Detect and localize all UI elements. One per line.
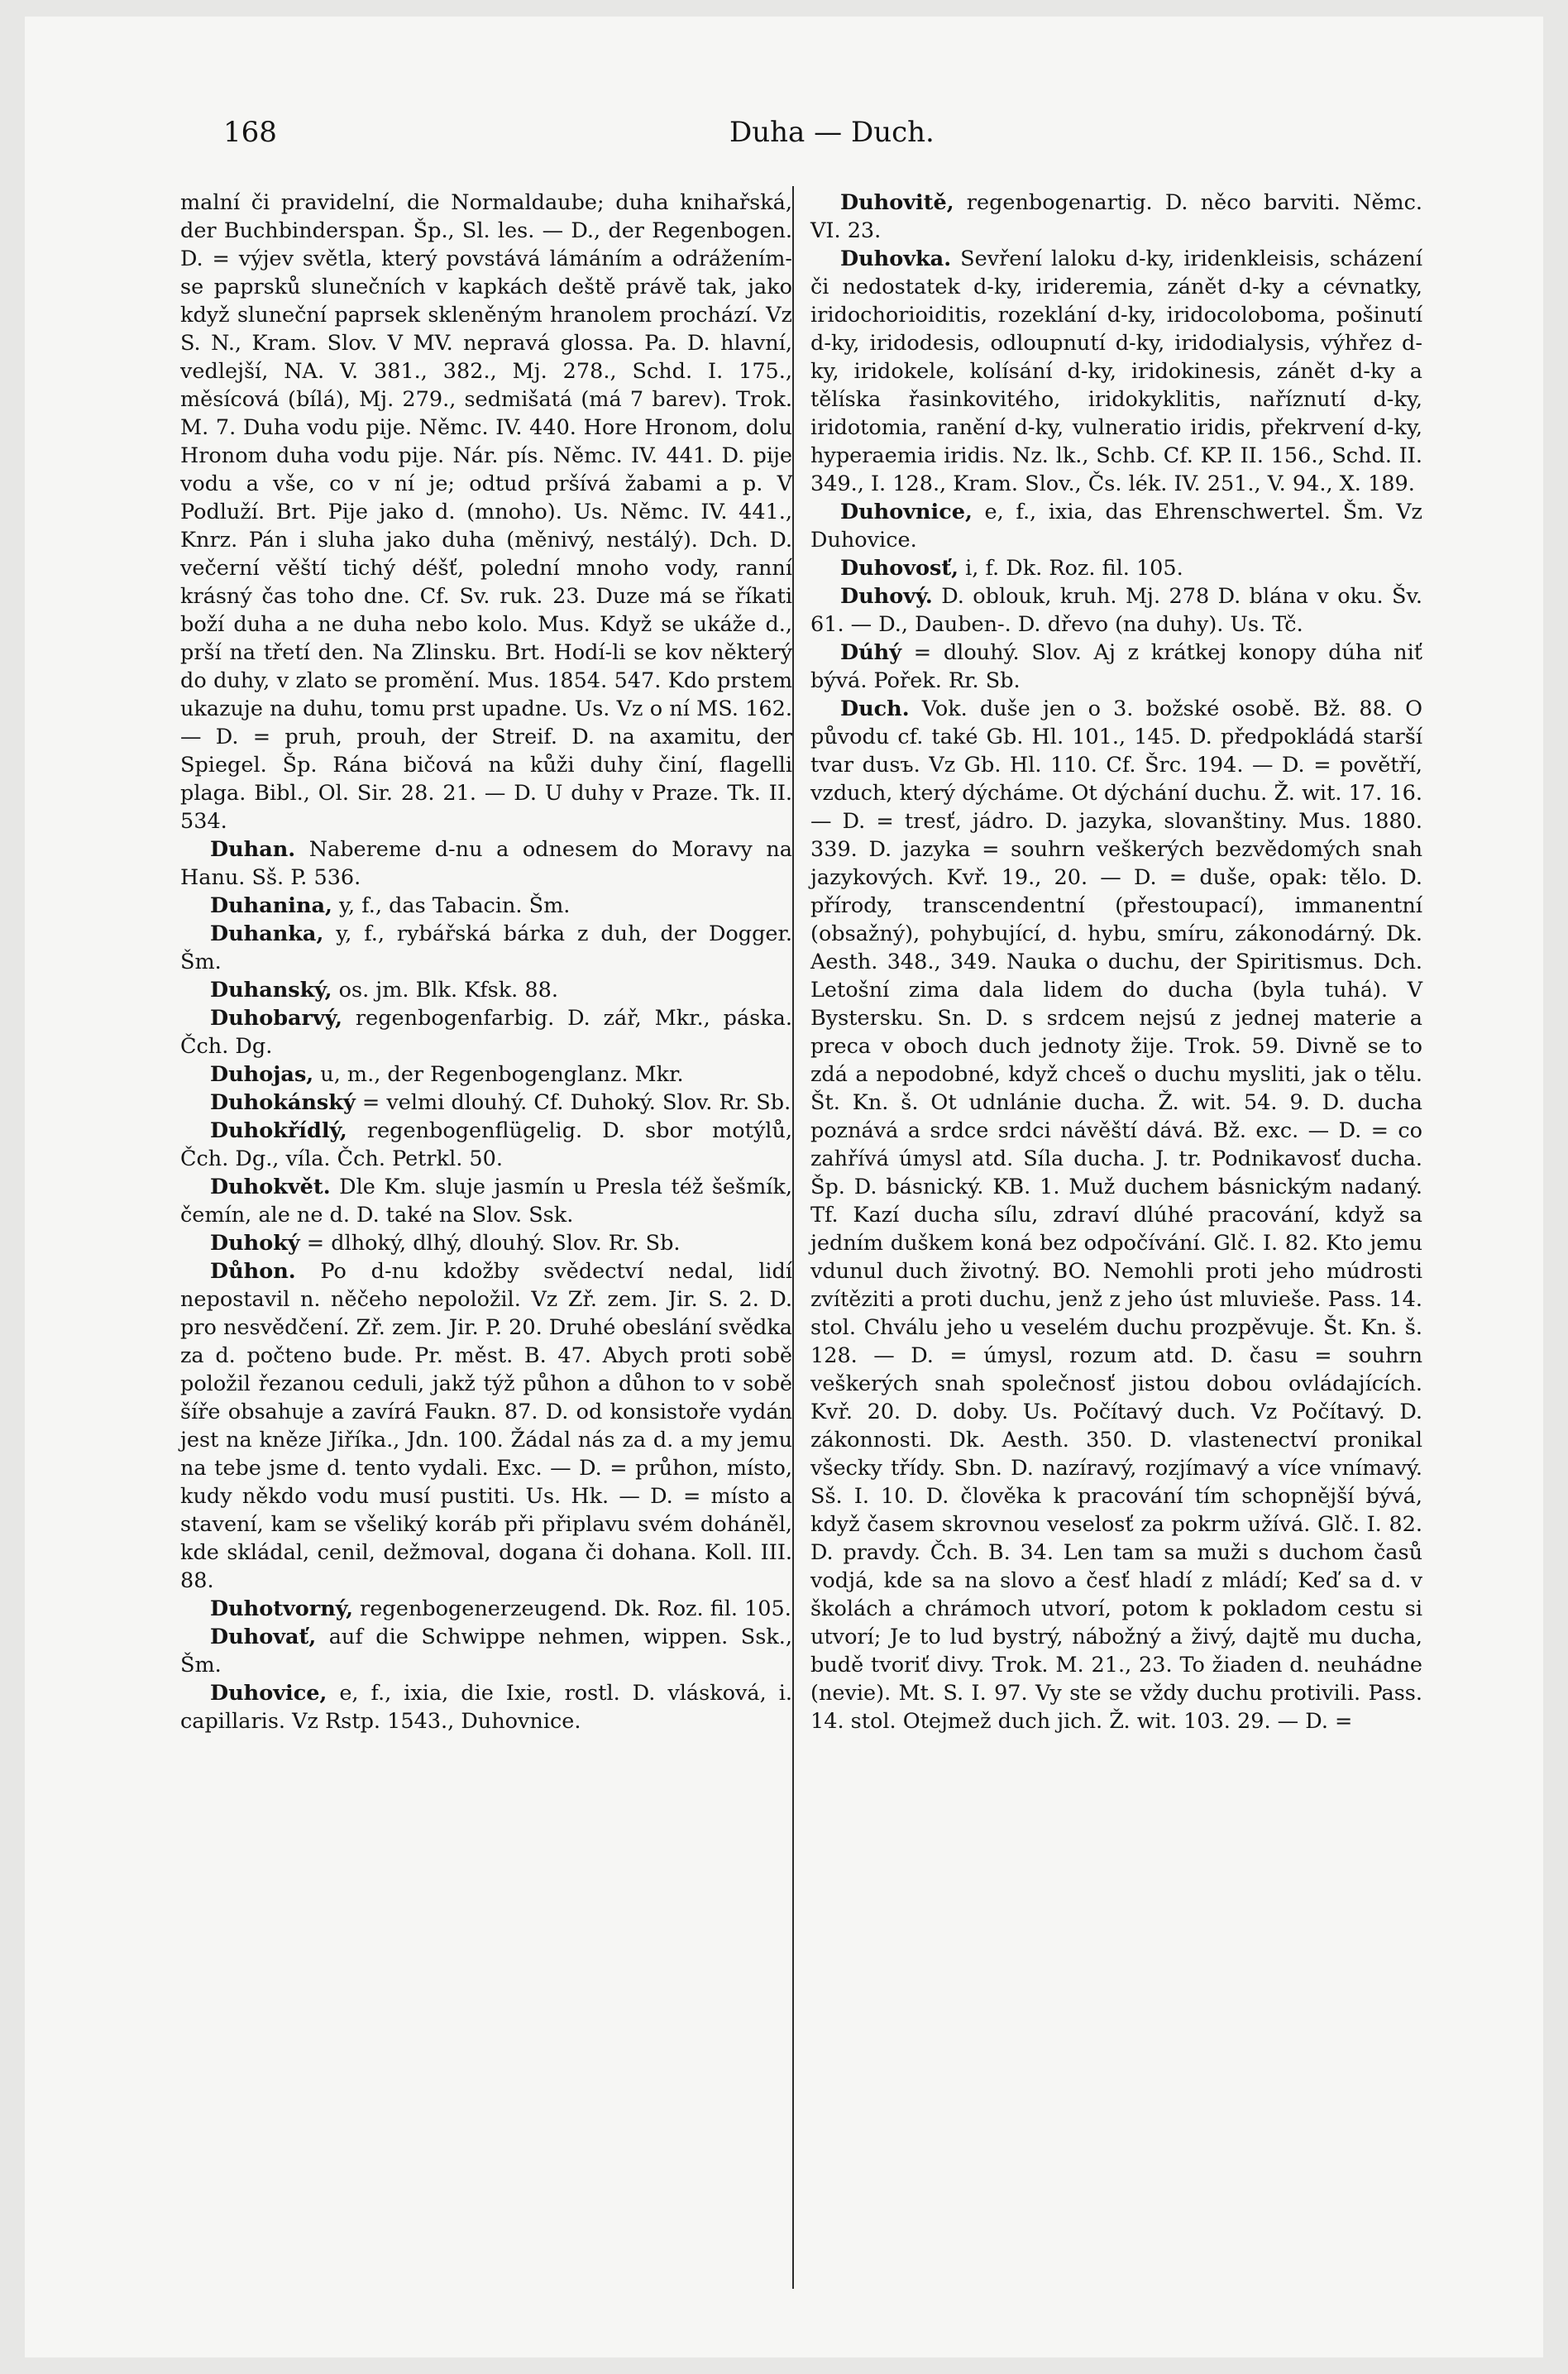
- entry-text: y, f., das Tabacin. Šm.: [332, 893, 571, 918]
- entry-headword: Duhovnice,: [840, 500, 973, 524]
- dictionary-entry: [180, 1623, 792, 1679]
- entry-headword: Duhan.: [210, 837, 296, 862]
- entry-text: D. oblouk, kruh. Mj. 278 D. blána v oku. Šv. 61. — D., Dauben-. D. dřevo (na duhy). Us. Tč.: [810, 584, 1422, 637]
- page-header: [208, 116, 1399, 157]
- entry-text: regenbogenfarbig. D. zář, Mkr., páska. Čch. Dg.: [180, 1006, 792, 1059]
- dictionary-entry: [180, 1173, 792, 1229]
- running-head: Duha — Duch.: [729, 116, 935, 149]
- dictionary-entry: [180, 920, 792, 976]
- entry-headword: Duhotvorný,: [210, 1596, 354, 1621]
- entry-headword: Duhovka.: [840, 246, 952, 271]
- dictionary-entry: [180, 1229, 792, 1257]
- entry-text: e, f., ixia, das Ehrenschwertel. Šm. Vz Duhovice.: [810, 500, 1422, 553]
- column-divider: [792, 186, 794, 2289]
- entry-headword: Duhovitě,: [840, 190, 954, 215]
- entry-headword: Duhokánský: [210, 1090, 356, 1115]
- entry-text: Dle Km. sluje jasmín u Presla též šešmík, čemín, ale ne d. D. také na Slov. Ssk.: [180, 1175, 792, 1228]
- entry-headword: Duhovosť,: [840, 556, 959, 581]
- dictionary-entry: [180, 1004, 792, 1060]
- dictionary-entry: [180, 1257, 792, 1595]
- entry-text: os. jm. Blk. Kfsk. 88.: [332, 978, 558, 1003]
- dictionary-entry: [810, 554, 1422, 582]
- entry-text: Nabereme d-nu a odnesem do Moravy na Hanu. Sš. P. 536.: [180, 837, 792, 890]
- entry-text: e, f., ixia, die Ixie, rostl. D. vlásková, i. capillaris. Vz Rstp. 1543., Duhovnice.: [180, 1681, 792, 1734]
- entry-text: u, m., der Regenbogenglanz. Mkr.: [313, 1062, 684, 1087]
- dictionary-entry: [810, 582, 1422, 639]
- entry-headword: Duhovať,: [210, 1625, 317, 1649]
- entry-headword: Dúhý: [840, 640, 902, 665]
- page-number: 168: [223, 116, 277, 149]
- entry-headword: Duch.: [840, 696, 910, 721]
- dictionary-entry: [180, 835, 792, 892]
- dictionary-entry: [180, 892, 792, 920]
- entry-text: y, f., rybářská bárka z duh, der Dogger. Šm.: [180, 921, 792, 974]
- dictionary-entry: [810, 639, 1422, 695]
- entry-text: = dlhoký, dlhý, dlouhý. Slov. Rr. Sb.: [299, 1231, 681, 1256]
- dictionary-entry: [180, 1595, 792, 1623]
- dictionary-entry: [810, 245, 1422, 498]
- dictionary-entry: [810, 498, 1422, 554]
- entry-text: malní či pravidelní, die Normaldaube; duha knihařská, der Buchbinderspan. Šp., Sl. les. — D., der Regenbogen. D. = výjev světla, který povstává lámáním a odrážením-se paprsků slunečních v kapkách deště právě tak, jako když sluneční paprsek skleněným hranolem prochází. Vz S. N., Kram. Slov. V MV. nepravá glossa. Pa. D. hlavní, vedlejší, NA. V. 381., 382., Mj. 278., Schd. I. 175., měsícová (bílá), Mj. 279., sedmišatá (má 7 barev). Trok. M. 7. Duha vodu pije. Němc. IV. 440. Hore Hronom, dolu Hronom duha vodu pije. Nár. pís. Němc. IV. 441. D. pije vodu a vše, co v ní je; odtud pršívá žabami a p. V Podluží. Brt. Pije jako d. (mnoho). Us. Němc. IV. 441., Knrz. Pán i sluha jako duha (měnivý, nestálý). Dch. D. večerní věští tichý déšť, polední mnoho vody, ranní krásný čas toho dne. Cf. Sv. ruk. 23. Duze má se říkati boží duha a ne duha nebo kolo. Mus. Když se ukáže d., prší na třetí den. Na Zlinsku. Brt. Hodí-li se kov některý do duhy, v zlato se promění. Mus. 1854. 547. Kdo prstem ukazuje na duhu, tomu prst upadne. Us. Vz o ní MS. 162. — D. = pruh, prouh, der Streif. D. na axamitu, der Spiegel. Šp. Rána bičová na kůži duhy činí, flagelli plaga. Bibl., Ol. Sir. 28. 21. — D. U duhy v Praze. Tk. II. 534.: [180, 190, 792, 834]
- entry-text: = dlouhý. Slov. Aj z krátkej konopy dúha niť bývá. Pořek. Rr. Sb.: [810, 640, 1422, 693]
- dictionary-entry: [180, 189, 792, 835]
- right-column: [810, 189, 1422, 1735]
- left-column: [180, 189, 792, 1735]
- entry-headword: Duhanka,: [210, 921, 324, 946]
- entry-headword: Duhovice,: [210, 1681, 327, 1706]
- entry-text: Po d-nu kdožby svědectví nedal, lidí nepostavil n. něčeho nepoložil. Vz Zř. zem. Jir. S. 2. D. pro nesvědčení. Zř. zem. Jir. P. 20. Druhé obeslání svědka za d. počteno bude. Pr. měst. B. 47. Abych proti sobě položil řezanou ceduli, jakž týž půhon a důhon to v sobě šíře obsahuje a zavírá Faukn. 87. D. od konsistoře vydán jest na kněze Jiříka., Jdn. 100. Žádal nás za d. a my jemu na tebe jsme d. tento vydali. Exc. — D. = průhon, místo, kudy někdo vodu musí pustiti. Us. Hk. — D. = místo a stavení, kam se všeliký koráb při připlavu svém doháněl, kde skládal, cenil, dežmoval, dogana či dohana. Koll. III. 88.: [180, 1259, 792, 1593]
- entry-text: Sevření laloku d-ky, iridenkleisis, scházení či nedostatek d-ky, irideremia, zánět d-ky a cévnatky, iridochorioiditis, rozeklání d-ky, iridocoloboma, pošinutí d-ky, iridodesis, odloupnutí d-ky, iridodialysis, výhřez d-ky, iridokele, kolísání d-ky, iridokinesis, zánět d-ky a tělíska řasinkovitého, iridokyklitis, naříznutí d-ky, iridotomia, ranění d-ky, vulneratio iridis, překrvení d-ky, hyperaemia iridis. Nz. lk., Schb. Cf. KP. II. 156., Schd. II. 349., I. 128., Kram. Slov., Čs. lék. IV. 251., V. 94., X. 189.: [810, 246, 1422, 496]
- entry-headword: Důhon.: [210, 1259, 296, 1284]
- dictionary-entry: [810, 189, 1422, 245]
- entry-headword: Duhokvět.: [210, 1175, 331, 1199]
- dictionary-entry: [810, 695, 1422, 1735]
- entry-text: = velmi dlouhý. Cf. Duhoký. Slov. Rr. Sb.: [355, 1090, 791, 1115]
- entry-headword: Duhobarvý,: [210, 1006, 343, 1031]
- entry-headword: Duhokřídlý,: [210, 1118, 347, 1143]
- entry-text: regenbogenerzeugend. Dk. Roz. fil. 105.: [353, 1596, 791, 1621]
- entry-headword: Duhový.: [840, 584, 933, 609]
- entry-headword: Duhanský,: [210, 978, 332, 1003]
- entry-text: regenbogenartig. D. něco barviti. Němc. VI. 23.: [810, 190, 1422, 243]
- entry-text: Vok. duše jen o 3. božské osobě. Bž. 88. O původu cf. také Gb. Hl. 101., 145. D. předpokládá starší tvar dusъ. Vz Gb. Hl. 110. Cf. Šrc. 194. — D. = povětří, vzduch, který dýcháme. Ot dýchání duchu. Ž. wit. 17. 16. — D. = tresť, jádro. D. jazyka, slovanštiny. Mus. 1880. 339. D. jazyka = souhrn veškerých bezvědomých snah jazykových. Kvř. 19., 20. — D. = duše, opak: tělo. D. přírody, transcendentní (přestoupací), immanentní (obsažný), pohybující, d. hybu, smíru, zákonodárný. Dk. Aesth. 348., 349. Nauka o duchu, der Spiritismus. Dch. Letošní zima dala lidem do ducha (byla tuhá). V Bystersku. Sn. D. s srdcem nejsú z jednej materie a preca v oboch duch jednoty žije. Trok. 59. Divně se to zdá a nepodobné, když chceš o duchu mysliti, jak o tělu. Št. Kn. š. Ot udnlánie ducha. Ž. wit. 54. 9. D. ducha poznává a srdce srdci návěští dává. Bž. exc. — D. = co zahřívá úmysl atd. Síla ducha. J. tr. Podnikavosť ducha. Šp. D. básnický. KB. 1. Muž duchem básnickým nadaný. Tf. Kazí ducha sílu, zdraví dlúhé pracování, když sa jedním duškem koná bez odpočívání. Glč. I. 82. Kto jemu vdunul duch životný. BO. Nemohli proti jeho múdrosti zvítěziti a proti duchu, jenž z jeho úst mluviešе. Pass. 14. stol. Chválu jeho u veselém duchu prozpěvuje. Št. Kn. š. 128. — D. = úmysl, rozum atd. D. času = souhrn veškerých snah společnosť jistou dobou ovládajících. Kvř. 20. D. doby. Us. Počítavý duch. Vz Počítavý. D. zákonnosti. Dk. Aesth. 350. D. vlastenectví pronikal všecky třídy. Sbn. D. nazíravý, rozjímavý a více vnímavý. Sš. I. 10. D. člověka k pracování tím schopnější bývá, když časem skrovnou veselosť za pokrm užívá. Glč. I. 82. D. pravdy. Čch. B. 34. Len tam sa muži s duchom časů vodjá, kde sa na slovo a česť hladí z mládí; Keď sa d. v školách a chrámoch utvorí, potom k pokladom cestu si utvorí; Je to lud bystrý, nábožný a živý, dajtě mu ducha, budě tvoriť divy. Trok. M. 21., 23. To žiaden d. neuhádne (nevie). Mt. S. I. 97. Vy ste se vždy duchu protivili. Pass. 14. stol. Otejmež duch jich. Ž. wit. 103. 29. — D. =: [810, 696, 1422, 1734]
- dictionary-entry: [180, 1089, 792, 1117]
- entry-text: regenbogenflügelig. D. sbor motýlů, Čch. Dg., víla. Čch. Petrkl. 50.: [180, 1118, 792, 1171]
- dictionary-entry: [180, 1117, 792, 1173]
- entry-text: auf die Schwippe nehmen, wippen. Ssk., Šm.: [180, 1625, 792, 1678]
- entry-headword: Duhoký: [210, 1231, 300, 1256]
- entry-headword: Duhojas,: [210, 1062, 314, 1087]
- entry-headword: Duhanina,: [210, 893, 332, 918]
- entry-text: i, f. Dk. Roz. fil. 105.: [958, 556, 1183, 581]
- dictionary-entry: [180, 1060, 792, 1089]
- dictionary-entry: [180, 1679, 792, 1735]
- dictionary-entry: [180, 976, 792, 1004]
